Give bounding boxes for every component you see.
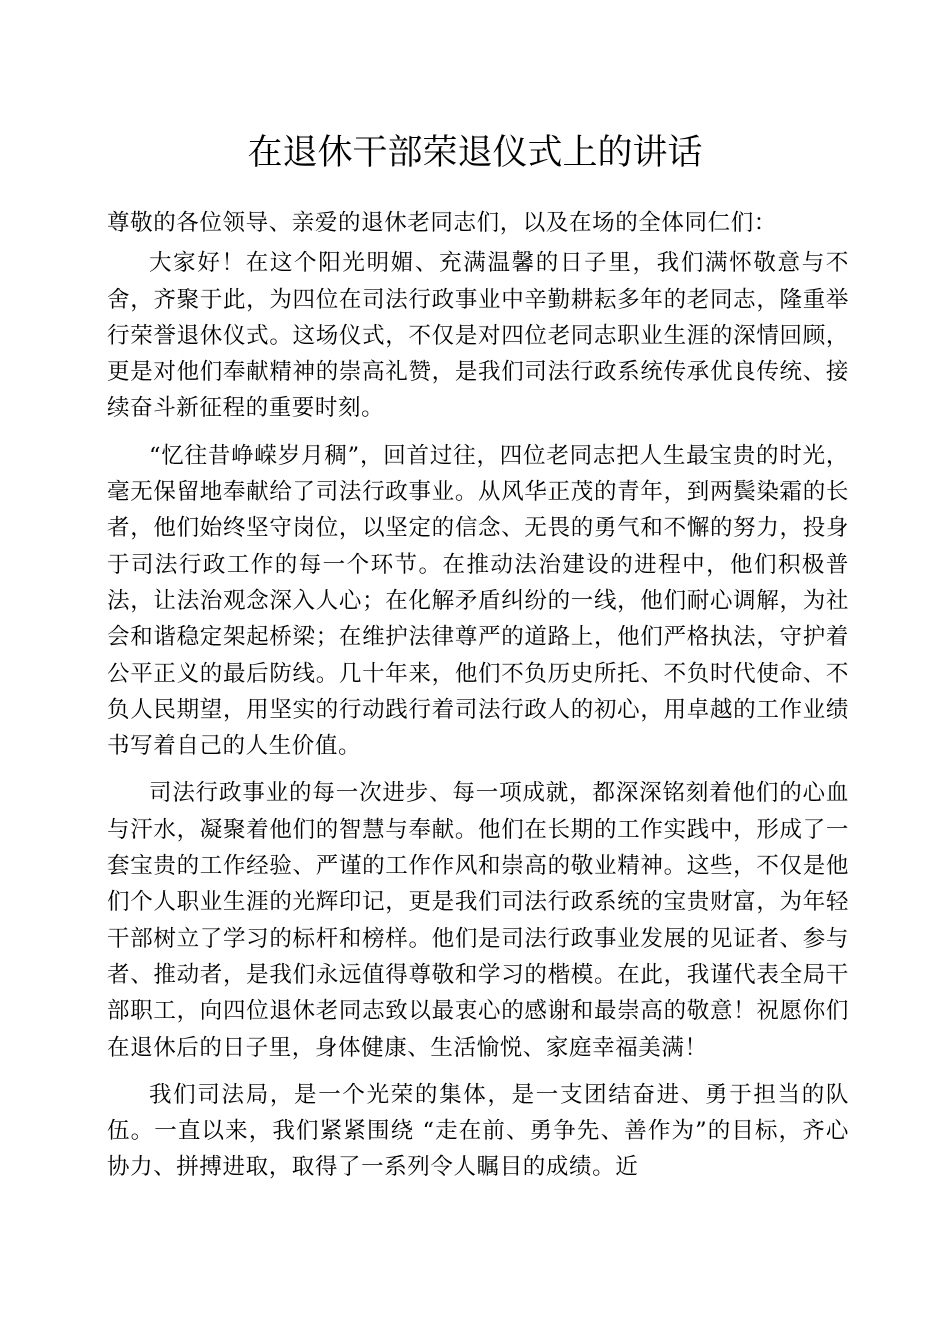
document-body xyxy=(107,205,849,1197)
paragraph-1: 大家好！在这个阳光明媚、充满温馨的日子里，我们满怀敬意与不舍，齐聚于此，为四位在司法行政事业中辛勤耕耘多年的老同志，隆重举行荣誉退休仪式。这场仪式，不仅是对四位老同志职业生涯的深情回顾，更是对他们奉献精神的崇高礼赞，是我们司法行政系统传承优良传统、接续奋斗新征程的重要时刻。 xyxy=(107,250,849,422)
document-title: 在退休干部荣退仪式上的讲话 xyxy=(247,133,703,173)
paragraph-2: “忆往昔峥嵘岁月稠”，回首过往，四位老同志把人生最宝贵的时光，毫无保留地奉献给了司法行政事业。从风华正茂的青年，到两鬓染霜的长者，他们始终坚守岗位，以坚定的信念、无畏的勇气和不懈的努力，投身于司法行政工作的每一个环节。在推动法治建设的进程中，他们积极普法，让法治观念深入人心；在化解矛盾纠纷的一线，他们耐心调解，为社会和谐稳定架起桥梁；在维护法律尊严的道路上，他们严格执法，守护着公平正义的最后防线。几十年来，他们不负历史所托、不负时代使命、不负人民期望，用坚实的行动践行着司法行政人的初心，用卓越的工作业绩书写着自己的人生价值。 xyxy=(107,442,849,760)
paragraph-3: 司法行政事业的每一次进步、每一项成就，都深深铭刻着他们的心血与汗水，凝聚着他们的智慧与奉献。他们在长期的工作实践中，形成了一套宝贵的工作经验、严谨的工作作风和崇高的敬业精神。这些，不仅是他们个人职业生涯的光辉印记，更是我们司法行政系统的宝贵财富，为年轻干部树立了学习的标杆和榜样。他们是司法行政事业发展的见证者、参与者、推动者，是我们永远值得尊敬和学习的楷模。在此，我谨代表全局干部职工，向四位退休老同志致以最衷心的感谢和最崇高的敬意！祝愿你们在退休后的日子里，身体健康、生活愉悦、家庭幸福美满！ xyxy=(107,780,849,1061)
salutation: 尊敬的各位领导、亲爱的退休老同志们，以及在场的全体同仁们： xyxy=(107,210,777,236)
paragraph-4: 我们司法局，是一个光荣的集体，是一支团结奋进、勇于担当的队伍。一直以来，我们紧紧围绕 “走在前、勇争先、善作为”的目标，齐心协力、拼搏进取，取得了一系列令人瞩目的成绩。近 xyxy=(107,1081,849,1181)
